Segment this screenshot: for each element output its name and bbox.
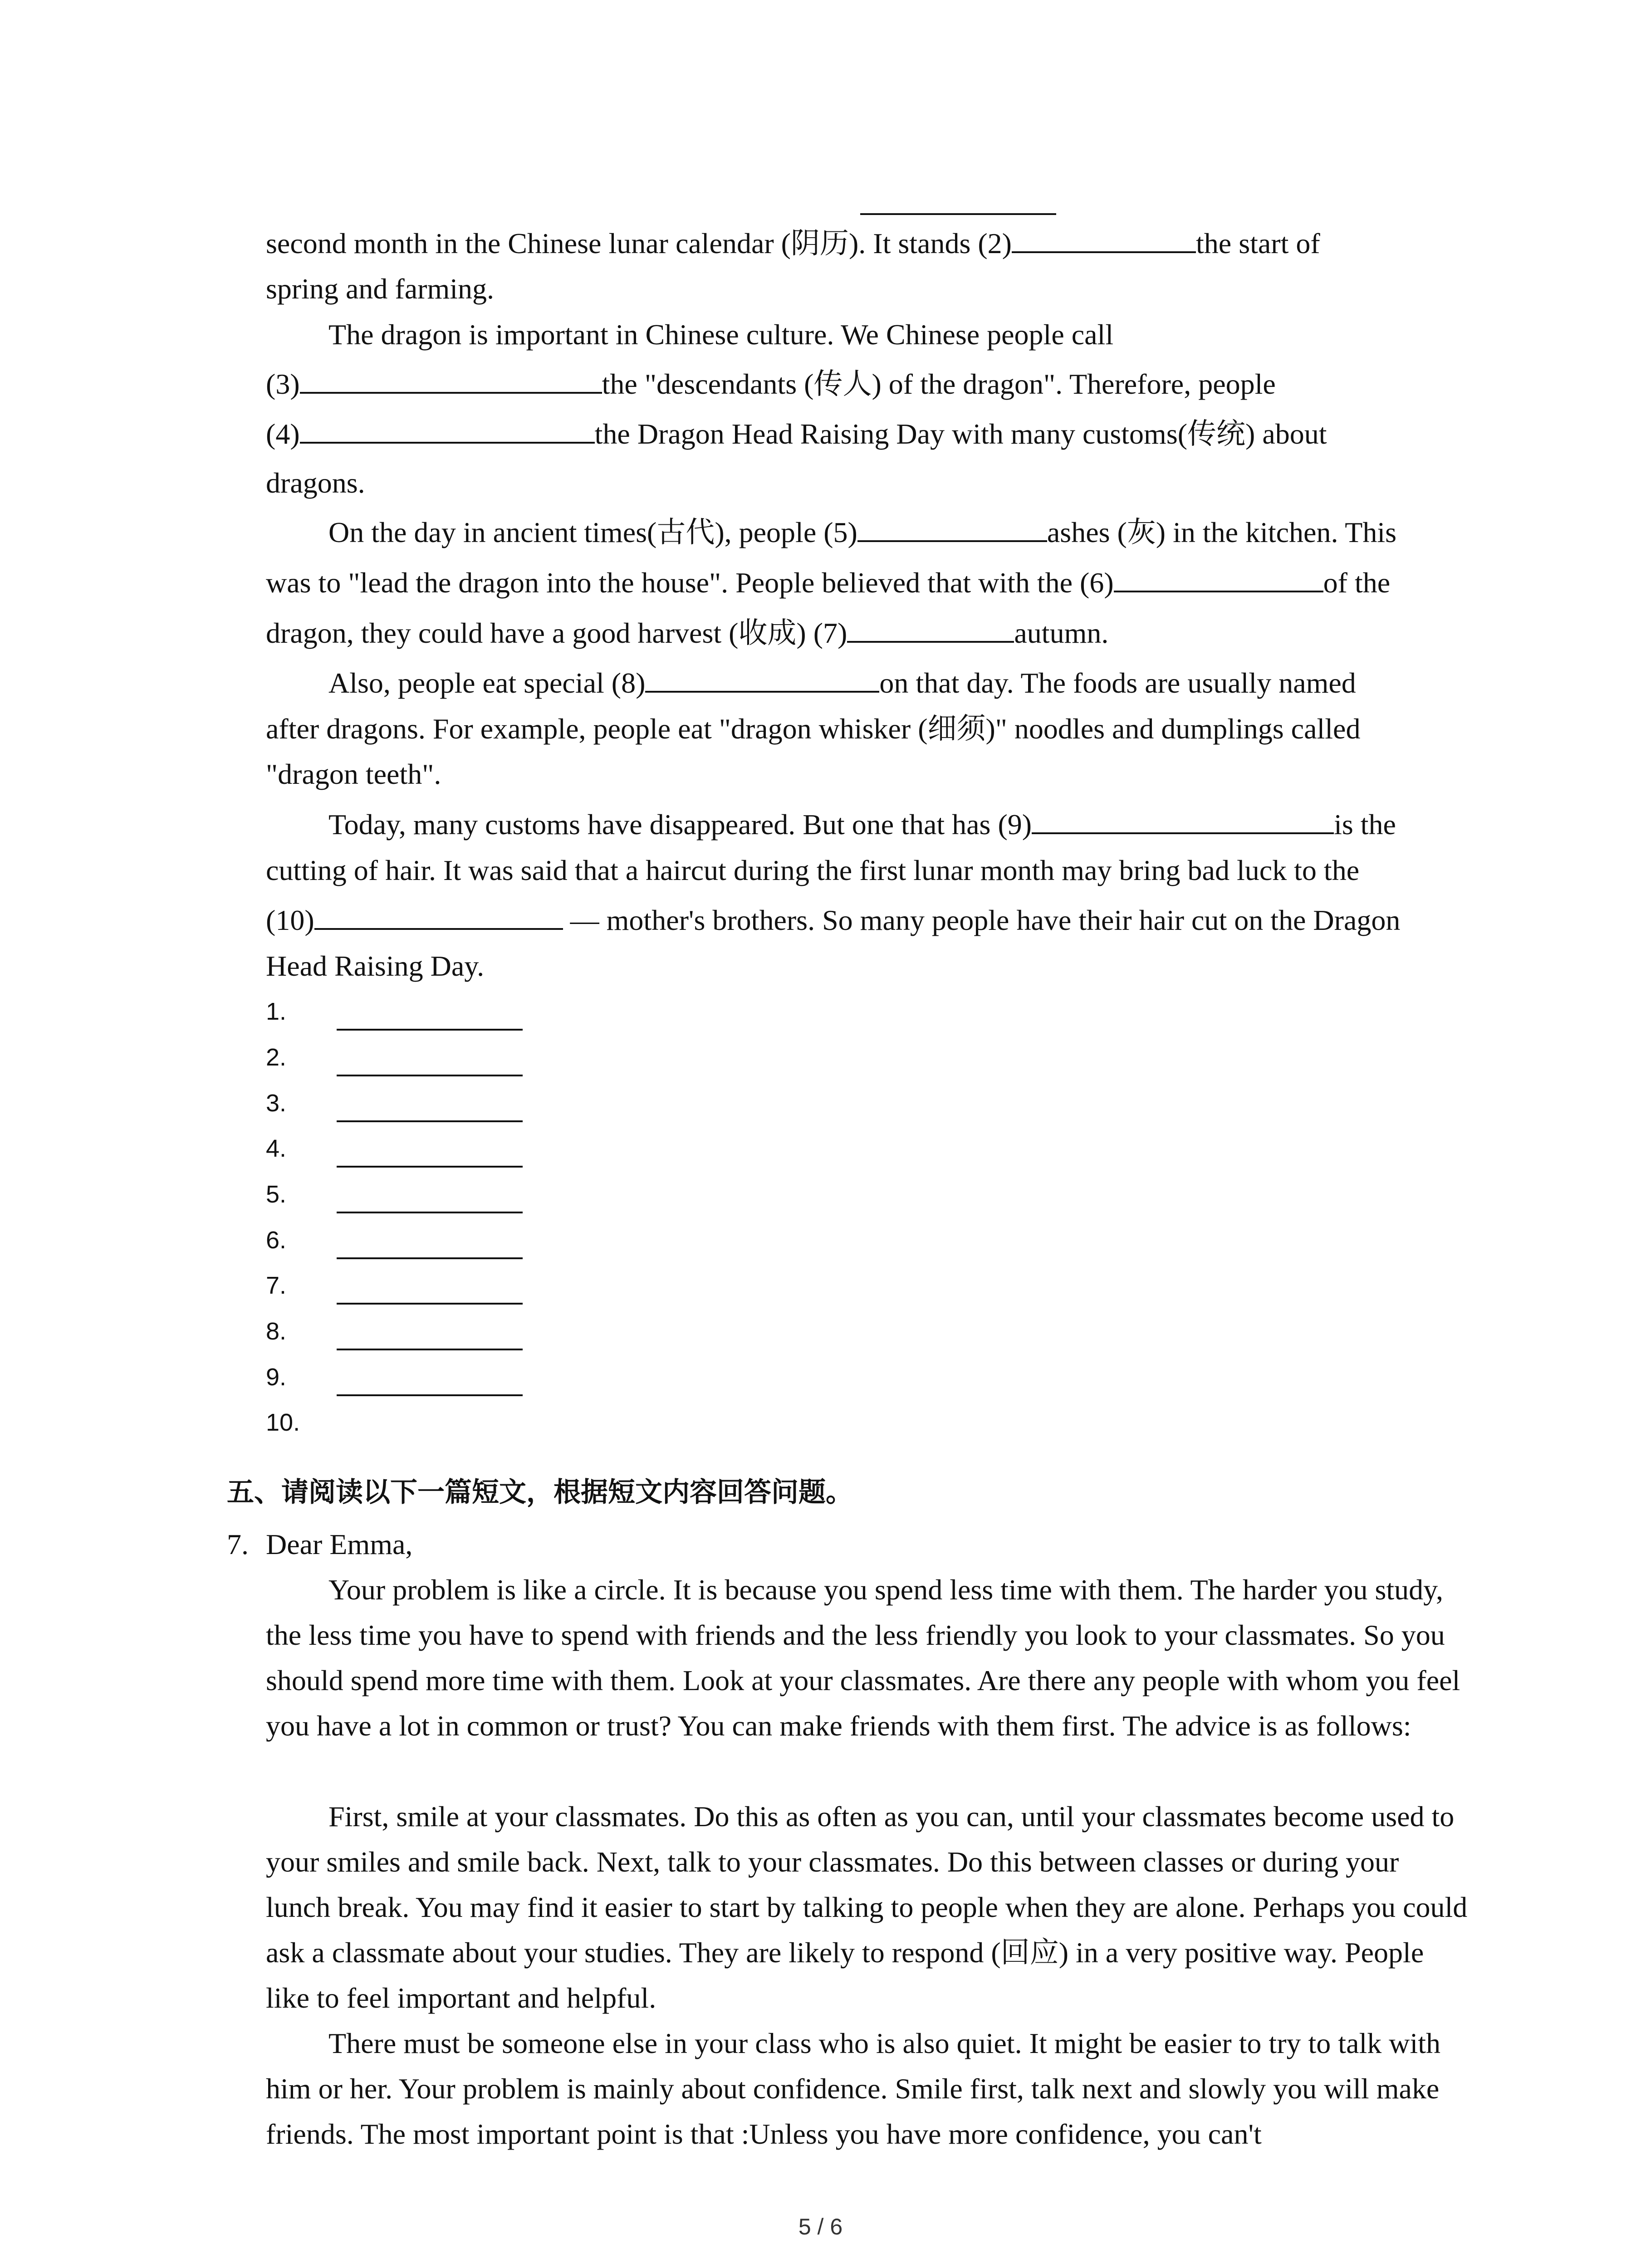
answer-row (266, 1080, 674, 1126)
answer-line[interactable] (337, 1394, 523, 1396)
text-run: on that day. The foods are usually named (879, 667, 1356, 699)
text-run: dragon, they could have a good harvest (收成) (7) (266, 617, 847, 649)
answer-blank-3[interactable] (300, 366, 602, 394)
answer-number: 10. (266, 1409, 300, 1436)
answer-line[interactable] (337, 1029, 523, 1031)
text-run: was to "lead the dragon into the house". People believed that with the (6) (266, 567, 1114, 599)
answer-line[interactable] (337, 1212, 523, 1213)
text-run: (10) (266, 904, 314, 936)
answer-row (266, 1172, 674, 1217)
answer-blank-6[interactable] (1114, 564, 1323, 592)
answer-blank-5[interactable] (857, 514, 1047, 542)
answer-row (266, 1354, 674, 1400)
passage-line (266, 802, 1468, 847)
answer-line[interactable] (337, 1075, 523, 1076)
answer-number: 4. (266, 1135, 287, 1162)
text-run: Also, people eat special (8) (328, 667, 646, 699)
text-run: autumn. (1014, 617, 1109, 649)
passage-line (266, 560, 1468, 606)
page-number: 5 / 6 (798, 2214, 843, 2239)
answer-row (266, 1263, 674, 1308)
text-run: Today, many customs have disappeared. But one that has (9) (328, 808, 1032, 841)
answer-line[interactable] (337, 1166, 523, 1168)
passage-line: spring and farming. (266, 273, 494, 305)
letter-paragraph: There must be someone else in your class who is also quiet. It might be easier to try to talk with him or her. Your problem is mainly about confidence. Smile first, talk next and slowly you will make friends. The most important point is that :Unless you have more confidence, you can't (266, 2027, 1441, 2150)
text-run: On the day in ancient times(古代), people (5) (328, 516, 857, 548)
passage-line (266, 411, 1468, 457)
answer-row (266, 1400, 674, 1445)
answer-number: 9. (266, 1364, 287, 1391)
text-run: ashes (灰) in the kitchen. This (1047, 516, 1397, 548)
passage-line: The dragon is important in Chinese culture. We Chinese people call (328, 318, 1114, 351)
passage-line (266, 362, 1468, 407)
answer-row (266, 1126, 674, 1171)
answer-blank-2[interactable] (1012, 225, 1196, 253)
text-run: the Dragon Head Raising Day with many customs(传统) about (594, 418, 1327, 450)
passage-line: cutting of hair. It was said that a haircut during the first lunar month may bring bad luck to the (266, 854, 1360, 886)
letter-paragraph: First, smile at your classmates. Do this as often as you can, until your classmates become used to your smiles and smile back. Next, talk to your classmates. Do this between classes or during your lunch break. You may find it easier to start by talking to people when they are alone. Perhaps you could ask a classmate about your studies. They are likely to respond (回应) in a very positive way. People like to feel important and helpful. (266, 1800, 1468, 2014)
passage-line: dragons. (266, 467, 365, 499)
passage-line: after dragons. For example, people eat "dragon whisker (细须)" noodles and dumplings called (266, 713, 1361, 745)
answer-number: 5. (266, 1181, 287, 1208)
answer-row (266, 989, 674, 1034)
answer-row (266, 1217, 674, 1263)
answer-blank-7[interactable] (847, 615, 1014, 643)
answer-number: 3. (266, 1090, 287, 1117)
answer-line[interactable] (337, 1303, 523, 1305)
answer-line[interactable] (337, 1120, 523, 1122)
answer-row (266, 1309, 674, 1354)
text-run: (4) (266, 418, 300, 450)
text-run: of the (1323, 567, 1391, 599)
answer-row (266, 1035, 674, 1080)
text-run: the start of (1196, 227, 1320, 259)
answer-number: 2. (266, 1044, 287, 1071)
answer-number: 7. (266, 1272, 287, 1299)
passage-line (266, 660, 1468, 706)
answer-blank-1[interactable] (860, 213, 1056, 215)
answer-number: 8. (266, 1318, 287, 1345)
answer-number: 1. (266, 998, 287, 1025)
passage-line (266, 611, 1468, 656)
answer-line[interactable] (337, 1349, 523, 1350)
question-number: 7. (227, 1528, 249, 1560)
answer-blank-10[interactable] (314, 902, 563, 930)
passage-line (266, 221, 1468, 266)
text-run: (3) (266, 368, 300, 400)
passage-line (266, 510, 1468, 555)
text-run: — mother's brothers. So many people have their hair cut on the Dragon (563, 904, 1401, 936)
text-run: is the (1334, 808, 1396, 841)
letter-salutation: Dear Emma, (266, 1528, 413, 1560)
answer-blank-9[interactable] (1032, 806, 1334, 834)
answer-blank-4[interactable] (300, 415, 595, 444)
text-run: second month in the Chinese lunar calendar (阴历). It stands (2) (266, 227, 1012, 259)
answer-blank-8[interactable] (645, 665, 879, 693)
section-heading: 五、请阅读以下一篇短文，根据短文内容回答问题。 (227, 1476, 853, 1508)
answer-number: 6. (266, 1227, 287, 1254)
answer-line[interactable] (337, 1257, 523, 1259)
passage-line (266, 898, 1468, 943)
passage-line: Head Raising Day. (266, 950, 485, 982)
passage-line: "dragon teeth". (266, 758, 441, 790)
text-run: the "descendants (传人) of the dragon". Therefore, people (602, 368, 1276, 400)
letter-paragraph: Your problem is like a circle. It is because you spend less time with them. The harder you study, the less time you have to spend with friends and the less friendly you look to your classmates. So you should spend more time with them. Look at your classmates. Are there any people with whom you feel you have a lot in common or trust? You can make friends with them first. The advice is as follows: (266, 1574, 1460, 1742)
